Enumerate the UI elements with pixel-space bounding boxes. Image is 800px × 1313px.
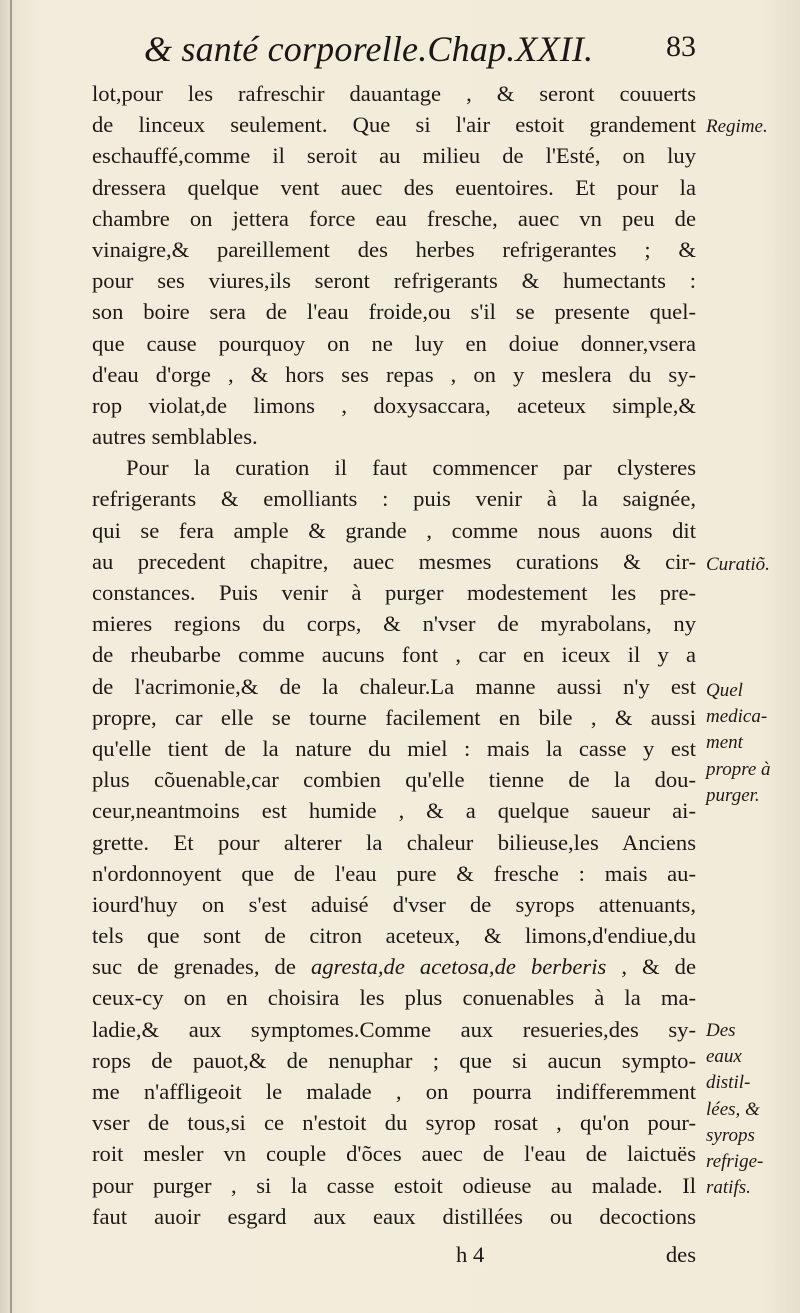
margin-note-regime — [706, 114, 798, 140]
text-line: tels que sont de citron aceteux, & limons,d'endiue,du — [92, 923, 696, 949]
running-title: & santé corporelle.Chap.XXII. — [144, 29, 594, 69]
text-line: plus cõuenable,car combien qu'elle tienne de la dou- — [92, 767, 696, 793]
italic-latin-terms: agresta,de acetosa,de berberis — [310, 954, 607, 980]
text-line: chambre on jettera force eau fresche, auec vn peu de — [92, 205, 696, 231]
text-line: refrigerants & emolliants : puis venir à la saignée, — [92, 486, 696, 512]
text-line: propre, car elle se tourne facilement en bile , & aussi — [92, 704, 696, 730]
margin-note-line: distil- — [706, 1072, 751, 1094]
text-line: rop violat,de limons , doxysaccara, aceteux simple,& — [92, 392, 696, 418]
margin-note-line: Des — [706, 1020, 736, 1041]
body-text — [92, 78, 696, 1232]
text-line: n'ordonnoyent que de l'eau pure & fresche : mais au- — [92, 860, 696, 886]
text-line: autres semblables. — [92, 424, 258, 450]
text-line: son boire sera de l'eau froide,ou s'il se presente quel- — [92, 299, 696, 325]
text-line: de l'acrimonie,& de la chaleur.La manne aussi n'y est — [92, 673, 696, 699]
text-line: rops de pauot,& de nenuphar ; que si aucun sympto- — [92, 1047, 696, 1073]
gutter-shadow — [10, 0, 12, 1313]
text-line: lot,pour les rafreschir dauantage , & seront couuerts — [92, 81, 696, 106]
margin-note-line: eaux — [706, 1046, 742, 1068]
margin-note-line: Regime. — [706, 116, 768, 137]
text-line: au precedent chapitre, auec mesmes curations & cir- — [92, 548, 696, 574]
text-line: d'eau d'orge , & hors ses repas , on y meslera du sy- — [92, 361, 696, 387]
text-line: constances. Puis venir à purger modestement les pre- — [92, 580, 696, 605]
text-line: de rheubarbe comme aucuns font , car en iceux il y a — [92, 642, 696, 668]
text-segment: , & de — [606, 954, 696, 980]
text-line: ceux-cy on en choisira les plus conuenables à la ma- — [92, 985, 696, 1011]
text-line: vinaigre,& pareillement des herbes refrigerantes ; & — [92, 236, 696, 262]
margin-note-line: lées, & — [706, 1098, 760, 1120]
text-line: qu'elle tient de la nature du miel : mais la casse y est — [92, 735, 696, 761]
text-line: eschauffé,comme il seroit au milieu de l'Esté, on luy — [92, 143, 696, 169]
text-line — [92, 951, 696, 982]
text-line: de linceux seulement. Que si l'air estoit grandement — [92, 112, 696, 138]
margin-note-line: Curatiõ. — [706, 554, 770, 575]
margin-note-line: syrops — [706, 1124, 755, 1146]
margin-note-des-eaux — [706, 1018, 798, 1201]
margin-note-line: ment — [706, 732, 743, 754]
margin-note-curatio — [706, 552, 798, 578]
margin-note-line: propre à — [706, 758, 771, 780]
margin-note-line: Quel — [706, 680, 743, 701]
margin-note-quel-medicament — [706, 678, 798, 809]
text-line: vser de tous,si ce n'estoit du syrop rosat , qu'on pour- — [92, 1110, 696, 1136]
margin-note-line: purger. — [706, 784, 760, 806]
text-line: pour ses viures,ils seront refrigerants & humectants : — [92, 268, 696, 294]
text-line: mieres regions du corps, & n'vser de myrabolans, ny — [92, 611, 696, 637]
text-line: pour purger , si la casse estoit odieuse au malade. Il — [92, 1172, 696, 1198]
page-header — [90, 28, 700, 72]
text-line: ceur,neantmoins est humide , & a quelque saueur ai- — [92, 798, 696, 824]
text-line: que cause pourquoy on ne luy en doiue donner,vsera — [92, 330, 696, 356]
text-line: faut auoir esgard aux eaux distillées ou decoctions — [92, 1203, 696, 1229]
page-number: 83 — [666, 30, 696, 63]
margin-note-line: refrige- — [706, 1151, 764, 1173]
text-line: grette. Et pour alterer la chaleur bilieuse,les Anciens — [92, 829, 696, 855]
text-line: me n'affligeoit le malade , on pourra indifferemment — [92, 1079, 696, 1104]
text-line: qui se fera ample & grande , comme nous auons dit — [92, 517, 696, 543]
text-line: ladie,& aux symptomes.Comme aux resueries,des sy- — [92, 1016, 696, 1042]
margin-note-line: ratifs. — [706, 1177, 751, 1199]
signature-mark: h 4 — [456, 1242, 485, 1267]
text-segment: suc de grenades, de — [92, 954, 311, 980]
text-line: dressera quelque vent auec des euentoires. Et pour la — [92, 174, 696, 200]
text-line: roit mesler vn couple d'õces auec de l'eau de laictuës — [92, 1141, 696, 1167]
page-footer — [92, 1242, 696, 1274]
text-line: Pour la curation il faut commencer par clysteres — [126, 455, 696, 481]
text-line: iourd'huy on s'est aduisé d'vser de syrops attenuants, — [92, 891, 696, 917]
margin-note-line: medica- — [706, 706, 768, 728]
catchword: des — [665, 1242, 696, 1267]
